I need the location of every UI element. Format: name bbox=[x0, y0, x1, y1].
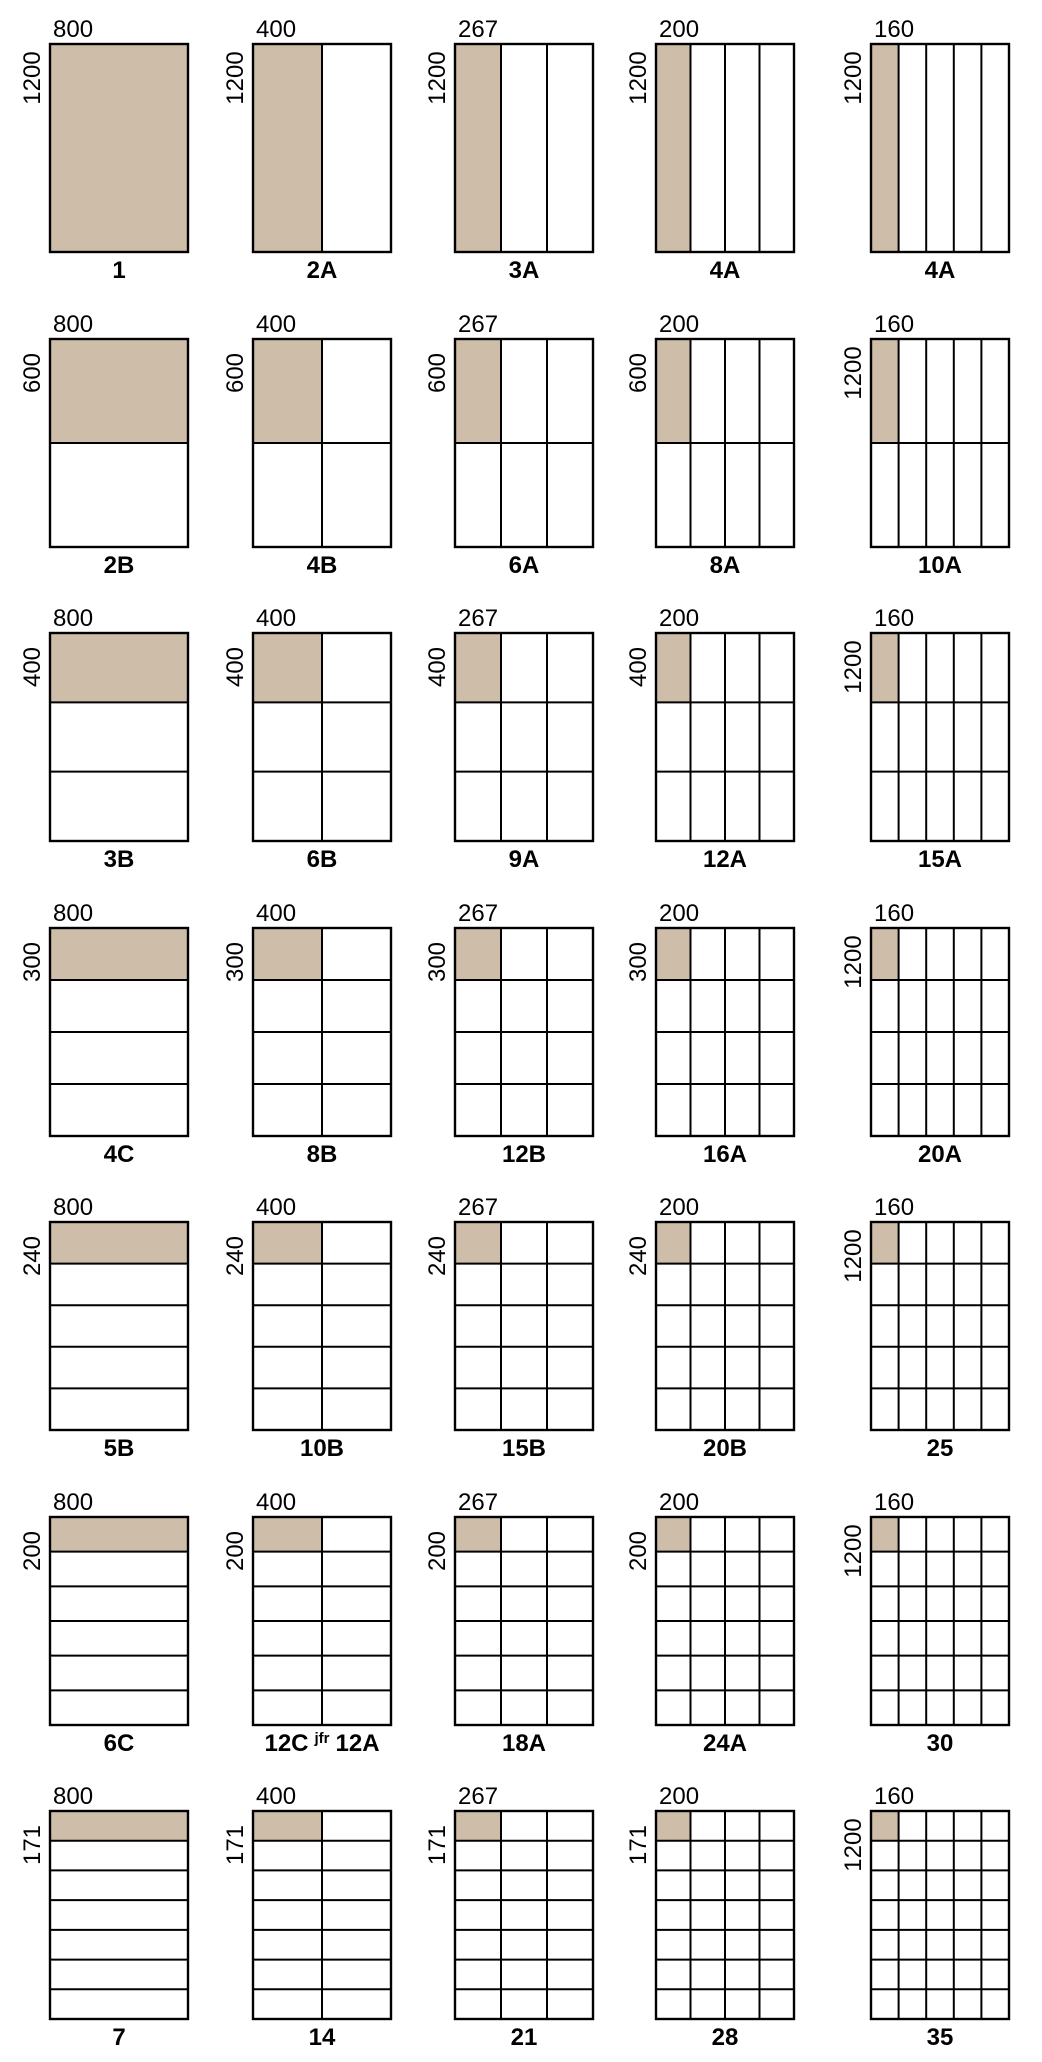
shaded-cell bbox=[656, 928, 691, 980]
grid-frame bbox=[871, 1811, 1009, 2019]
grid-frame bbox=[50, 1811, 188, 2019]
format-label: 6B bbox=[306, 846, 338, 873]
width-label: 800 bbox=[53, 1194, 94, 1221]
height-label: 1200 bbox=[19, 51, 46, 105]
format-label bbox=[264, 1730, 379, 1757]
grid-diagram-1-0 bbox=[19, 311, 188, 579]
width-label: 267 bbox=[458, 1783, 499, 1810]
shaded-cell bbox=[656, 44, 691, 252]
shaded-cell bbox=[656, 1517, 691, 1552]
height-label: 171 bbox=[424, 1824, 451, 1866]
width-label: 400 bbox=[256, 311, 297, 338]
shaded-cell bbox=[253, 928, 322, 980]
height-label: 600 bbox=[222, 352, 249, 394]
shaded-cell bbox=[455, 1222, 501, 1264]
height-label: 200 bbox=[424, 1530, 451, 1572]
width-label: 160 bbox=[874, 900, 915, 927]
width-label: 267 bbox=[458, 16, 499, 43]
shaded-cell bbox=[253, 1517, 322, 1552]
grid-diagram-6-1 bbox=[222, 1783, 391, 2051]
width-label: 267 bbox=[458, 900, 499, 927]
grid-diagram-0-3 bbox=[625, 16, 794, 284]
shaded-cell bbox=[50, 1811, 188, 1841]
grid-diagram-3-0 bbox=[19, 900, 188, 1168]
format-label: 3A bbox=[508, 257, 540, 284]
shaded-cell bbox=[455, 339, 501, 443]
shaded-cell bbox=[253, 1811, 322, 1841]
grid-diagram-3-2 bbox=[424, 900, 593, 1168]
shaded-cell bbox=[656, 339, 691, 443]
height-label: 240 bbox=[19, 1235, 46, 1277]
width-label: 800 bbox=[53, 1489, 94, 1516]
format-label: 4A bbox=[924, 257, 956, 284]
shaded-cell bbox=[455, 1811, 501, 1841]
format-label-alt: 12A bbox=[335, 1730, 380, 1757]
grid-diagram-4-2 bbox=[424, 1194, 593, 1462]
width-label: 160 bbox=[874, 605, 915, 632]
format-label: 24A bbox=[702, 1730, 748, 1757]
width-label: 400 bbox=[256, 1783, 297, 1810]
height-label: 171 bbox=[625, 1824, 652, 1866]
format-label: 18A bbox=[501, 1730, 547, 1757]
height-label: 300 bbox=[222, 941, 249, 983]
grid-diagram-5-2 bbox=[424, 1489, 593, 1757]
width-label: 267 bbox=[458, 1194, 499, 1221]
width-label: 400 bbox=[256, 1194, 297, 1221]
height-label: 1200 bbox=[840, 640, 867, 694]
width-label: 160 bbox=[874, 1194, 915, 1221]
format-label-or: jfr bbox=[314, 1730, 330, 1747]
format-label: 28 bbox=[711, 2024, 739, 2051]
height-label: 600 bbox=[625, 352, 652, 394]
format-label: 25 bbox=[926, 1435, 954, 1462]
shaded-cell bbox=[50, 1517, 188, 1552]
width-label: 267 bbox=[458, 311, 499, 338]
grid-diagram-4-1 bbox=[222, 1194, 391, 1462]
format-label: 6C bbox=[103, 1730, 135, 1757]
format-label: 16A bbox=[702, 1141, 748, 1168]
format-label: 20A bbox=[917, 1141, 963, 1168]
shaded-cell bbox=[871, 44, 899, 252]
grid-diagram-6-3 bbox=[625, 1783, 794, 2051]
width-label: 200 bbox=[659, 605, 700, 632]
grid-diagram-4-4 bbox=[840, 1194, 1009, 1462]
shaded-cell bbox=[253, 44, 322, 252]
shaded-cell bbox=[455, 633, 501, 702]
format-label: 21 bbox=[510, 2024, 538, 2051]
format-label: 2B bbox=[103, 552, 135, 579]
format-label: 15A bbox=[917, 846, 963, 873]
height-label: 300 bbox=[625, 941, 652, 983]
height-label: 200 bbox=[222, 1530, 249, 1572]
format-label: 10B bbox=[299, 1435, 345, 1462]
format-label: 8A bbox=[709, 552, 741, 579]
height-label: 1200 bbox=[222, 51, 249, 105]
shaded-cell bbox=[50, 928, 188, 980]
format-label-main: 12C bbox=[264, 1730, 309, 1757]
shaded-cell bbox=[253, 339, 322, 443]
height-label: 200 bbox=[625, 1530, 652, 1572]
format-label: 4A bbox=[709, 257, 741, 284]
format-label: 15B bbox=[501, 1435, 547, 1462]
height-label: 240 bbox=[625, 1235, 652, 1277]
grid-diagram-3-3 bbox=[625, 900, 794, 1168]
width-label: 400 bbox=[256, 1489, 297, 1516]
height-label: 1200 bbox=[840, 51, 867, 105]
width-label: 200 bbox=[659, 1783, 700, 1810]
grid-diagram-6-0 bbox=[19, 1783, 188, 2051]
height-label: 600 bbox=[19, 352, 46, 394]
grid-diagram-5-3 bbox=[625, 1489, 794, 1757]
height-label: 1200 bbox=[840, 935, 867, 989]
format-label: 35 bbox=[926, 2024, 954, 2051]
grid-diagram-0-1 bbox=[222, 16, 391, 284]
width-label: 200 bbox=[659, 1194, 700, 1221]
width-label: 400 bbox=[256, 605, 297, 632]
format-label: 1 bbox=[112, 257, 126, 284]
shaded-cell bbox=[50, 339, 188, 443]
width-label: 800 bbox=[53, 900, 94, 927]
height-label: 1200 bbox=[625, 51, 652, 105]
width-label: 400 bbox=[256, 16, 297, 43]
grid-diagram-6-2 bbox=[424, 1783, 593, 2051]
format-label: 10A bbox=[917, 552, 963, 579]
grid-diagram-5-1 bbox=[222, 1489, 391, 1757]
shaded-cell bbox=[455, 1517, 501, 1552]
grid-diagram-0-2 bbox=[424, 16, 593, 284]
shaded-cell bbox=[455, 928, 501, 980]
format-label: 14 bbox=[308, 2024, 336, 2051]
shaded-cell bbox=[253, 633, 322, 702]
grid-diagram-1-2 bbox=[424, 311, 593, 579]
grid-diagram-3-1 bbox=[222, 900, 391, 1168]
shaded-cell bbox=[50, 1222, 188, 1264]
shaded-cell bbox=[656, 1222, 691, 1264]
format-label: 20B bbox=[702, 1435, 748, 1462]
height-label: 400 bbox=[222, 646, 249, 688]
width-label: 267 bbox=[458, 1489, 499, 1516]
width-label: 160 bbox=[874, 1783, 915, 1810]
height-label: 1200 bbox=[840, 1818, 867, 1872]
height-label: 1200 bbox=[840, 1524, 867, 1578]
width-label: 800 bbox=[53, 16, 94, 43]
grid-diagram-5-4 bbox=[840, 1489, 1009, 1757]
shaded-cell bbox=[871, 1222, 899, 1264]
shaded-cell bbox=[656, 1811, 691, 1841]
height-label: 1200 bbox=[840, 1229, 867, 1283]
width-label: 267 bbox=[458, 605, 499, 632]
height-label: 300 bbox=[19, 941, 46, 983]
format-label: 5B bbox=[103, 1435, 135, 1462]
width-label: 160 bbox=[874, 1489, 915, 1516]
grid-diagram-4-3 bbox=[625, 1194, 794, 1462]
grid-diagram-1-3 bbox=[625, 311, 794, 579]
height-label: 400 bbox=[424, 646, 451, 688]
height-label: 300 bbox=[424, 941, 451, 983]
grid-diagram-0-0 bbox=[19, 16, 188, 284]
format-label: 8B bbox=[306, 1141, 338, 1168]
grid-diagram-2-3 bbox=[625, 605, 794, 873]
height-label: 1200 bbox=[424, 51, 451, 105]
shaded-cell bbox=[871, 339, 899, 443]
format-label: 30 bbox=[926, 1730, 954, 1757]
height-label: 400 bbox=[19, 646, 46, 688]
shaded-cell bbox=[455, 44, 501, 252]
format-label: 12B bbox=[501, 1141, 547, 1168]
format-label: 3B bbox=[103, 846, 135, 873]
grid-diagram-4-0 bbox=[19, 1194, 188, 1462]
grid-diagram-1-1 bbox=[222, 311, 391, 579]
width-label: 800 bbox=[53, 605, 94, 632]
width-label: 160 bbox=[874, 16, 915, 43]
height-label: 200 bbox=[19, 1530, 46, 1572]
width-label: 200 bbox=[659, 900, 700, 927]
format-label: 9A bbox=[508, 846, 540, 873]
height-label: 600 bbox=[424, 352, 451, 394]
shaded-cell bbox=[253, 1222, 322, 1264]
grid-diagram-1-4 bbox=[840, 311, 1009, 579]
width-label: 200 bbox=[659, 1489, 700, 1516]
height-label: 171 bbox=[222, 1824, 249, 1866]
format-label: 2A bbox=[306, 257, 338, 284]
grid-diagram-2-4 bbox=[840, 605, 1009, 873]
width-label: 400 bbox=[256, 900, 297, 927]
shaded-cell bbox=[871, 928, 899, 980]
shaded-cell bbox=[50, 44, 188, 252]
grid-diagram-3-4 bbox=[840, 900, 1009, 1168]
format-label: 6A bbox=[508, 552, 540, 579]
shaded-cell bbox=[656, 633, 691, 702]
format-label: 4C bbox=[103, 1141, 135, 1168]
shaded-cell bbox=[871, 1517, 899, 1552]
width-label: 200 bbox=[659, 311, 700, 338]
shaded-cell bbox=[50, 633, 188, 702]
format-label: 12A bbox=[702, 846, 748, 873]
format-label: 4B bbox=[306, 552, 338, 579]
grid-diagram-0-4 bbox=[840, 16, 1009, 284]
height-label: 1200 bbox=[840, 346, 867, 400]
grid-diagram-2-0 bbox=[19, 605, 188, 873]
height-label: 400 bbox=[625, 646, 652, 688]
width-label: 160 bbox=[874, 311, 915, 338]
width-label: 800 bbox=[53, 311, 94, 338]
grid-diagram-5-0 bbox=[19, 1489, 188, 1757]
shaded-cell bbox=[871, 633, 899, 702]
grid-diagram-6-4 bbox=[840, 1783, 1009, 2051]
format-label: 7 bbox=[112, 2024, 126, 2051]
grid-frame bbox=[455, 1811, 593, 2019]
grid-diagram-2-2 bbox=[424, 605, 593, 873]
height-label: 171 bbox=[19, 1824, 46, 1866]
grid-diagram-2-1 bbox=[222, 605, 391, 873]
height-label: 240 bbox=[222, 1235, 249, 1277]
width-label: 800 bbox=[53, 1783, 94, 1810]
height-label: 240 bbox=[424, 1235, 451, 1277]
width-label: 200 bbox=[659, 16, 700, 43]
shaded-cell bbox=[871, 1811, 899, 1841]
